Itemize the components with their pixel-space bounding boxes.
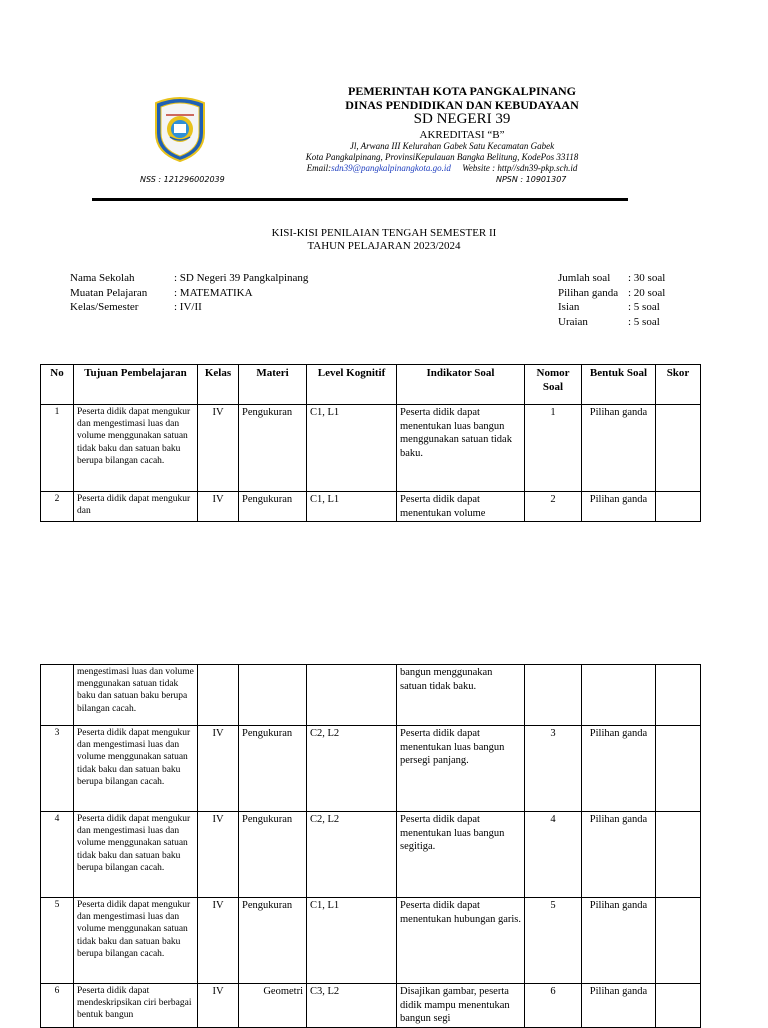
cell-indikator: Peserta didik dapat menentukan volume	[397, 492, 525, 522]
government-name: PEMERINTAH KOTA PANGKALPINANG	[347, 84, 576, 98]
info-value: : SD Negeri 39 Pangkalpinang	[174, 272, 309, 284]
cell-bentuk: Pilihan ganda	[582, 726, 656, 812]
table-row	[41, 984, 701, 1028]
cell-nomor	[525, 665, 582, 726]
cell-nomor: 6	[525, 984, 582, 1028]
cell-indikator: Peserta didik dapat menentukan luas bangun persegi panjang.	[397, 726, 525, 812]
cell-nomor: 2	[525, 492, 582, 522]
cell-kelas: IV	[198, 984, 239, 1028]
website-text: Website : http//sdn39-pkp.sch.id	[462, 163, 578, 173]
cell-bentuk: Pilihan ganda	[582, 492, 656, 522]
cell-nomor: 3	[525, 726, 582, 812]
column-header: No	[41, 365, 74, 405]
cell-level: C1, L1	[307, 492, 397, 522]
column-header: Materi	[239, 365, 307, 405]
cell-no: 2	[41, 492, 74, 522]
cell-bentuk: Pilihan ganda	[582, 812, 656, 898]
cell-no: 1	[41, 405, 74, 492]
cell-materi: Pengukuran	[239, 812, 307, 898]
cell-nomor: 1	[525, 405, 582, 492]
cell-bentuk: Pilihan ganda	[582, 898, 656, 984]
cell-no: 4	[41, 812, 74, 898]
table-row	[41, 492, 701, 522]
document-title: KISI-KISI PENILAIAN TENGAH SEMESTER II	[271, 227, 497, 239]
cell-materi	[239, 665, 307, 726]
grid-table-page-1	[40, 364, 701, 522]
cell-tujuan: Peserta didik dapat mengukur dan	[74, 492, 198, 522]
cell-tujuan: Peserta didik dapat mengukur dan mengestimasi luas dan volume menggunakan satuan tidak baku dan satuan baku berupa bilangan cacah.	[74, 405, 198, 492]
column-header: Indikator Soal	[397, 365, 525, 405]
cell-kelas: IV	[198, 492, 239, 522]
cell-bentuk: Pilihan ganda	[582, 405, 656, 492]
npsn-number: NPSN : 10901307	[496, 175, 567, 184]
count-label: Isian	[558, 301, 580, 313]
address-line-1: Jl, Arwana III Kelurahan Gabek Satu Kecamatan Gabek	[349, 141, 555, 151]
email-label: Email:	[306, 163, 332, 173]
cell-skor	[656, 812, 701, 898]
cell-indikator: Peserta didik dapat menentukan luas bangun segitiga.	[397, 812, 525, 898]
cell-level: C1, L1	[307, 405, 397, 492]
count-value: : 30 soal	[628, 272, 666, 284]
cell-tujuan: mengestimasi luas dan volume menggunakan satuan tidak baku dan satuan baku berupa bilangan cacah.	[74, 665, 198, 726]
cell-level: C2, L2	[307, 812, 397, 898]
accreditation: AKREDITASI “B”	[419, 129, 505, 141]
cell-level: C3, L2	[307, 984, 397, 1028]
cell-kelas: IV	[198, 405, 239, 492]
table-header-row	[41, 365, 701, 405]
count-label: Uraian	[558, 315, 588, 328]
cell-materi: Pengukuran	[239, 726, 307, 812]
info-value: : IV/II	[174, 301, 202, 313]
cell-tujuan: Peserta didik dapat mengukur dan mengestimasi luas dan volume menggunakan satuan tidak baku dan satuan baku berupa bilangan cacah.	[74, 898, 198, 984]
column-header: Bentuk Soal	[582, 365, 656, 405]
cell-bentuk: Pilihan ganda	[582, 984, 656, 1028]
info-label: Nama Sekolah	[70, 272, 135, 284]
cell-no: 5	[41, 898, 74, 984]
cell-level	[307, 665, 397, 726]
header-divider	[92, 198, 628, 201]
column-header: Level Kognitif	[307, 365, 397, 405]
cell-indikator: bangun menggunakan satuan tidak baku.	[397, 665, 525, 726]
info-labels	[70, 271, 147, 315]
cell-bentuk	[582, 665, 656, 726]
count-values	[628, 271, 665, 329]
count-value: : 5 soal	[628, 301, 660, 313]
cell-no: 3	[41, 726, 74, 812]
column-header: Skor	[656, 365, 701, 405]
cell-no: 6	[41, 984, 74, 1028]
cell-kelas: IV	[198, 726, 239, 812]
table-row	[41, 812, 701, 898]
cell-skor	[656, 405, 701, 492]
column-header: Kelas	[198, 365, 239, 405]
count-value: : 5 soal	[628, 315, 660, 328]
cell-skor	[656, 726, 701, 812]
cell-skor	[656, 492, 701, 522]
info-label: Kelas/Semester	[70, 301, 139, 313]
school-name: SD NEGERI 39	[413, 111, 511, 127]
cell-materi: Pengukuran	[239, 492, 307, 522]
address-line-2: Kota Pangkalpinang, ProvinsiKepulauan Bangka Belitung, KodePos 33118	[305, 152, 579, 162]
cell-level: C2, L2	[307, 726, 397, 812]
cell-indikator: Peserta didik dapat menentukan luas bangun menggunakan satuan tidak baku.	[397, 405, 525, 492]
table-row	[41, 665, 701, 726]
cell-tujuan: Peserta didik dapat mengukur dan mengestimasi luas dan volume menggunakan satuan tidak baku dan satuan baku berupa bilangan cacah.	[74, 812, 198, 898]
cell-materi: Pengukuran	[239, 898, 307, 984]
cell-materi: Pengukuran	[239, 405, 307, 492]
academic-year: TAHUN PELAJARAN 2023/2024	[307, 240, 461, 252]
cell-indikator: Disajikan gambar, peserta didik mampu menentukan bangun segi	[397, 984, 525, 1028]
count-labels	[558, 271, 618, 329]
grid-table-page-2	[40, 664, 701, 1028]
info-value: : MATEMATIKA	[174, 286, 253, 299]
contact-line	[0, 163, 768, 173]
cell-tujuan: Peserta didik dapat mengukur dan mengestimasi luas dan volume menggunakan satuan tidak baku dan satuan baku berupa bilangan cacah.	[74, 726, 198, 812]
count-value: : 20 soal	[628, 286, 666, 299]
cell-nomor: 4	[525, 812, 582, 898]
cell-skor	[656, 898, 701, 984]
table-row	[41, 898, 701, 984]
cell-level: C1, L1	[307, 898, 397, 984]
cell-materi: Geometri	[239, 984, 307, 1028]
table-row	[41, 726, 701, 812]
table-row	[41, 405, 701, 492]
count-label: Pilihan ganda	[558, 286, 619, 299]
cell-kelas: IV	[198, 898, 239, 984]
cell-indikator: Peserta didik dapat menentukan hubungan garis.	[397, 898, 525, 984]
cell-kelas	[198, 665, 239, 726]
cell-skor	[656, 984, 701, 1028]
cell-no	[41, 665, 74, 726]
info-values	[174, 271, 308, 315]
email-link[interactable]: sdn39@pangkalpinangkota.go.id	[331, 163, 451, 173]
cell-skor	[656, 665, 701, 726]
cell-nomor: 5	[525, 898, 582, 984]
nss-number: NSS : 121296002039	[140, 175, 225, 184]
count-label: Jumlah soal	[558, 272, 611, 284]
info-label: Muatan Pelajaran	[70, 286, 148, 299]
column-header: Nomor Soal	[525, 365, 582, 405]
department-name: DINAS PENDIDIKAN DAN KEBUDAYAAN	[345, 98, 579, 112]
cell-tujuan: Peserta didik dapat mendeskripsikan ciri berbagai bentuk bangun	[74, 984, 198, 1028]
cell-kelas: IV	[198, 812, 239, 898]
column-header: Tujuan Pembelajaran	[74, 365, 198, 405]
